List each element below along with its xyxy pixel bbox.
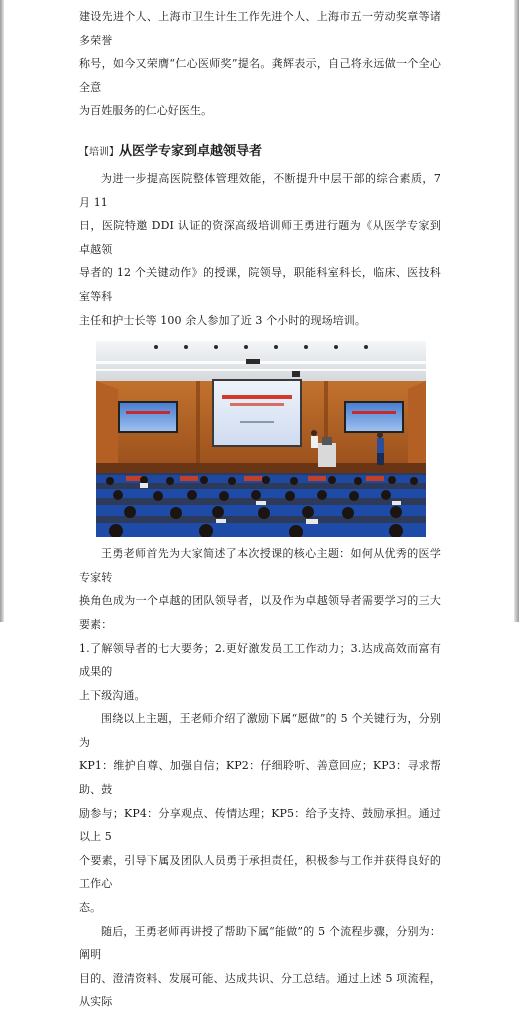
document-body (79, 0, 441, 1014)
paragraph-line: 励参与；KP4：分享观点、传情达理；KP5：给予支持、鼓励承担。通过以上 5 (79, 806, 441, 844)
paragraph-line: 为进一步提高医院整体管理效能，不断提升中层干部的综合素质，7 月 11 (79, 171, 441, 209)
paragraph-process-steps (79, 920, 441, 1014)
page-edge-right (514, 0, 519, 622)
paragraph-line: 目的、澄清资料、发展可能、达成共识、分工总结。通过上述 5 项流程，从实际 (79, 971, 441, 1009)
paragraph-line: 围绕以上主题，王老师介绍了激励下属“愿做”的 5 个关键行为，分别为 (79, 712, 441, 749)
paragraph-line: 随后，王勇老师再讲授了帮助下属“能做”的 5 个流程步骤，分别为：阐明 (79, 924, 441, 962)
intro-line: 建设先进个人、上海市卫生计生工作先进个人、上海市五一劳动奖章等诸多荣誉 (79, 10, 441, 47)
intro-line: 为百姓服务的仁心好医生。 (79, 104, 213, 118)
intro-line: 称号，如今又荣膺“仁心医师奖”提名。龚辉表示，自己将永远做一个全心全意 (79, 57, 441, 94)
paragraph-key-behaviors (79, 707, 441, 919)
paragraph-line: 换角色成为一个卓越的团队领导者，以及作为卓越领导者需要学习的三大要素： (79, 594, 441, 631)
lecture-hall-photo (96, 341, 426, 537)
paragraph-line: 主任和护士长等 100 余人参加了近 3 个小时的现场培训。 (79, 313, 366, 327)
paragraph-line: KP1：维护自尊、加强自信；KP2：仔细聆听、善意回应；KP3：寻求帮助、鼓 (79, 759, 441, 797)
page-edge-left (0, 0, 4, 622)
paragraph-line: 态。 (79, 901, 102, 915)
paragraph-line: 1.了解领导者的七大要务；2.更好激发员工工作动力；3.达成高效而富有成果的 (79, 641, 441, 679)
paragraph-line: 个要素，引导下属及团队人员勇于承担责任，积极参与工作并获得良好的工作心 (79, 853, 441, 891)
paragraph-line: 导者的 12 个关键动作》的授课，院领导，职能科室科长，临床、医技科室等科 (79, 266, 441, 303)
paragraph-core-theme (79, 542, 441, 707)
paragraph-line: 日，医院特邀 DDI 认证的资深高级培训师王勇进行题为《从医学专家到卓越领 (79, 219, 441, 256)
intro-paragraph (79, 5, 441, 123)
section-title: 从医学专家到卓越领导者 (119, 143, 263, 159)
section-tag: 【培训】 (79, 146, 119, 158)
paragraph-training-intro (79, 167, 441, 332)
section-heading (79, 139, 441, 161)
paragraph-line: 王勇老师首先为大家简述了本次授课的核心主题：如何从优秀的医学专家转 (79, 547, 441, 584)
paragraph-line: 上下级沟通。 (79, 688, 146, 702)
